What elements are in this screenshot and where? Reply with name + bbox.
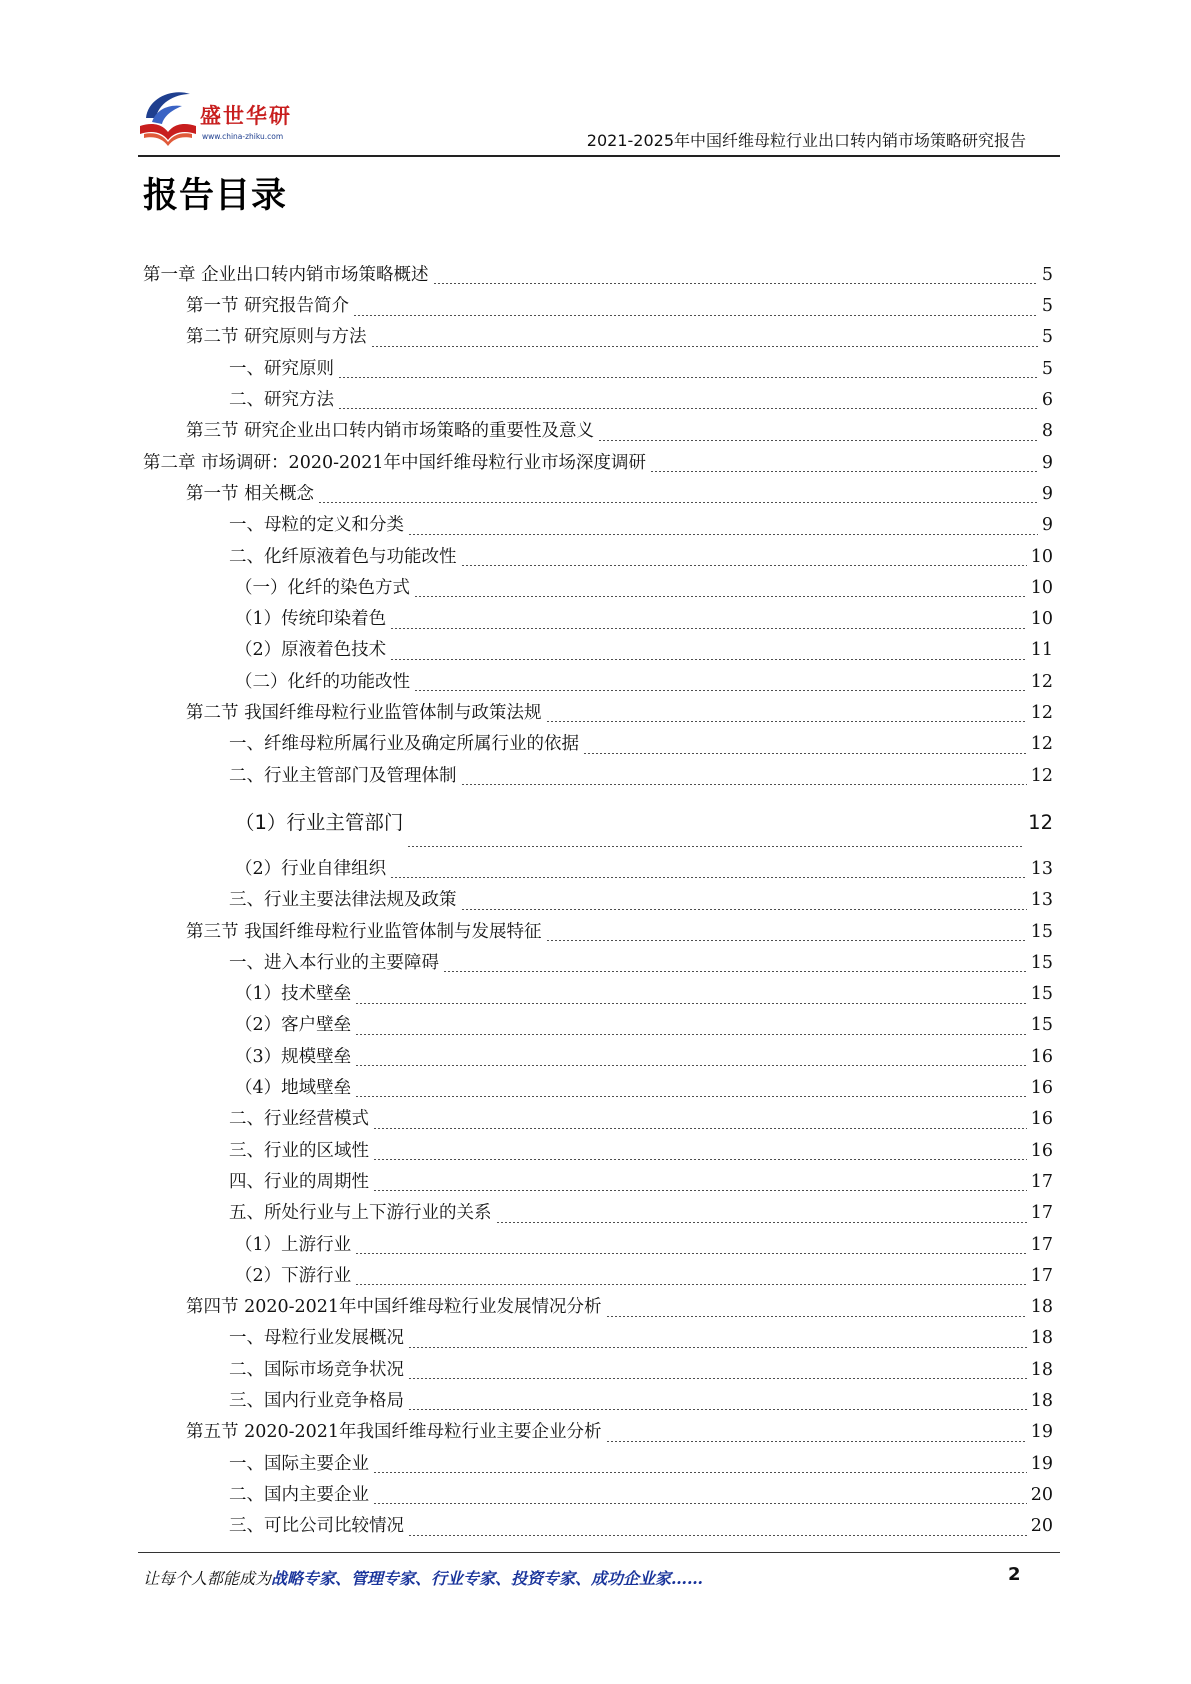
toc-dot-leader [598,440,1038,441]
toc-entry-title: 二、国际市场竞争状况 [229,1359,404,1380]
toc-entry-page: 15 [1030,952,1053,973]
toc-entry-page: 15 [1030,1015,1053,1036]
toc-entry-page: 17 [1030,1234,1053,1255]
toc-entry[interactable] [143,604,1053,635]
toc-entry-page: 20 [1030,1516,1053,1537]
toc-entry-page: 19 [1030,1453,1053,1474]
toc-entry-page: 5 [1041,358,1053,379]
toc-dot-leader [407,846,1024,847]
toc-entry[interactable] [143,885,1053,916]
toc-dot-leader [408,1535,1027,1536]
toc-entry[interactable] [143,573,1053,604]
toc-entry-title: 三、行业主要法律法规及政策 [229,890,457,911]
toc-dot-leader [496,1222,1027,1223]
toc-dot-leader [546,721,1027,722]
toc-entry-title: （二）化纤的功能改性 [235,671,410,692]
toc-entry-title: 第二节 研究原则与方法 [186,327,367,348]
table-of-contents [143,260,1053,1543]
toc-dot-leader [433,283,1038,284]
toc-entry-page: 18 [1030,1359,1053,1380]
toc-dot-leader [355,1096,1027,1097]
toc-entry[interactable] [143,542,1053,573]
toc-entry[interactable] [143,1355,1053,1386]
toc-entry-title: 第三节 我国纤维母粒行业监管体制与发展特征 [186,921,542,942]
toc-entry[interactable] [143,1042,1053,1073]
toc-entry[interactable] [143,792,1053,854]
toc-entry-title: （4）地域壁垒 [235,1078,352,1099]
page-number: 2 [1008,1564,1021,1585]
toc-dot-leader [355,1253,1027,1254]
toc-dot-leader [546,940,1027,941]
toc-dot-leader [408,534,1038,535]
toc-entry[interactable] [143,479,1053,510]
toc-dot-leader [373,1503,1027,1504]
toc-entry[interactable] [143,761,1053,792]
toc-dot-leader [408,1347,1027,1348]
toc-entry[interactable] [143,1324,1053,1355]
toc-dot-leader [338,408,1038,409]
toc-dot-leader [373,1190,1027,1191]
toc-entry-page: 18 [1030,1328,1053,1349]
toc-entry-page: 10 [1030,577,1053,598]
toc-entry-title: 二、化纤原液着色与功能改性 [229,546,457,567]
toc-dot-leader [461,565,1027,566]
toc-entry-title: （1）技术壁垒 [235,984,352,1005]
toc-entry-page: 16 [1030,1078,1053,1099]
toc-entry[interactable] [143,291,1053,322]
toc-entry-page: 12 [1030,703,1053,724]
toc-dot-leader [338,377,1038,378]
toc-entry-page: 9 [1041,483,1053,504]
toc-entry-page: 5 [1041,327,1053,348]
toc-dot-leader [414,596,1027,597]
toc-entry[interactable] [143,729,1053,760]
slogan-suffix: …… [671,1569,704,1588]
toc-entry-title: （一）化纤的染色方式 [235,577,410,598]
toc-dot-leader [583,753,1027,754]
toc-entry-title: 一、母粒的定义和分类 [229,515,404,536]
toc-entry-page: 11 [1030,640,1053,661]
header-divider [138,155,1060,157]
toc-entry-title: 第五节 2020-2021年我国纤维母粒行业主要企业分析 [186,1422,602,1443]
toc-dot-leader [373,1159,1027,1160]
brand-name: 盛世华研 [200,104,292,128]
toc-dot-leader [355,1065,1027,1066]
book-swoosh-logo-icon [138,84,198,150]
toc-entry-page: 5 [1041,264,1053,285]
toc-entry[interactable] [143,1104,1053,1135]
toc-entry-page: 13 [1030,890,1053,911]
toc-entry-title: 四、行业的周期性 [229,1171,369,1192]
toc-dot-leader [390,628,1027,629]
report-title: 2021-2025年中国纤维母粒行业出口转内销市场策略研究报告 [586,131,1026,150]
toc-entry-title: （2）下游行业 [235,1265,352,1286]
brand-logo [138,84,313,150]
toc-entry-page: 9 [1041,515,1053,536]
toc-entry-title: （2）客户壁垒 [235,1015,352,1036]
toc-dot-leader [355,1003,1027,1004]
toc-entry-title: （2）行业自律组织 [235,858,387,879]
toc-entry-title: 一、进入本行业的主要障碍 [229,952,439,973]
toc-entry-title: （2）原液着色技术 [235,640,387,661]
toc-entry[interactable] [143,416,1053,447]
toc-dot-leader [390,877,1027,878]
toc-dot-leader [414,690,1027,691]
toc-entry[interactable] [143,979,1053,1010]
toc-dot-leader [461,784,1027,785]
toc-entry-title: 三、可比公司比较情况 [229,1516,404,1537]
toc-entry-title: 二、国内主要企业 [229,1484,369,1505]
toc-entry-page: 17 [1030,1265,1053,1286]
toc-entry[interactable] [143,698,1053,729]
toc-entry-page: 16 [1030,1046,1053,1067]
slogan-prefix: 让每个人都能成为 [143,1569,272,1588]
toc-entry[interactable] [143,448,1053,479]
toc-entry[interactable] [143,1011,1053,1042]
toc-entry-page: 19 [1030,1422,1053,1443]
toc-entry-title: 第一节 研究报告简介 [186,296,350,317]
toc-entry-title: 第二章 市场调研：2020-2021年中国纤维母粒行业市场深度调研 [143,452,647,473]
toc-entry-title: 第四节 2020-2021年中国纤维母粒行业发展情况分析 [186,1297,602,1318]
toc-entry-page: 18 [1030,1297,1053,1318]
toc-entry-title: 第一章 企业出口转内销市场策略概述 [143,264,429,285]
toc-dot-leader [461,909,1027,910]
toc-entry[interactable] [143,854,1053,885]
toc-dot-leader [408,1409,1027,1410]
toc-dot-leader [443,971,1027,972]
toc-entry[interactable] [143,1136,1053,1167]
toc-entry-page: 15 [1030,921,1053,942]
toc-dot-leader [373,1128,1027,1129]
toc-entry-title: （1）行业主管部门 [235,811,404,835]
toc-entry-title: 二、行业经营模式 [229,1109,369,1130]
toc-entry[interactable] [143,1449,1053,1480]
toc-entry-page: 10 [1030,609,1053,630]
toc-entry-page: 20 [1030,1484,1053,1505]
toc-entry[interactable] [143,1230,1053,1261]
toc-entry-title: 二、研究方法 [229,390,334,411]
toc-entry-page: 12 [1030,671,1053,692]
toc-dot-leader [318,502,1038,503]
toc-entry[interactable] [143,636,1053,667]
toc-entry-page: 12 [1030,765,1053,786]
toc-entry-page: 17 [1030,1171,1053,1192]
toc-entry-page: 13 [1030,858,1053,879]
toc-dot-leader [373,1472,1027,1473]
toc-dot-leader [355,1284,1027,1285]
toc-entry[interactable] [143,354,1053,385]
toc-entry[interactable] [143,1198,1053,1229]
toc-entry-title: （3）规模壁垒 [235,1046,352,1067]
toc-entry-title: 一、母粒行业发展概况 [229,1328,404,1349]
toc-entry[interactable] [143,667,1053,698]
toc-entry[interactable] [143,323,1053,354]
toc-entry[interactable] [143,1167,1053,1198]
toc-entry-page: 12 [1028,811,1053,835]
toc-entry-title: 二、行业主管部门及管理体制 [229,765,457,786]
toc-entry-title: 三、行业的区域性 [229,1140,369,1161]
toc-entry-page: 10 [1030,546,1053,567]
toc-entry-page: 15 [1030,984,1053,1005]
toc-entry-page: 5 [1041,296,1053,317]
toc-entry-page: 9 [1041,452,1053,473]
page-title: 报告目录 [143,176,288,216]
toc-entry-page: 18 [1030,1390,1053,1411]
toc-entry[interactable] [143,260,1053,291]
toc-dot-leader [371,346,1038,347]
brand-url: www.china-zhiku.com [202,132,284,141]
toc-dot-leader [606,1316,1027,1317]
toc-entry-title: （1）上游行业 [235,1234,352,1255]
toc-dot-leader [355,1034,1027,1035]
footer-divider [138,1552,1060,1553]
toc-entry-title: 一、纤维母粒所属行业及确定所属行业的依据 [229,734,579,755]
toc-entry-title: 三、国内行业竞争格局 [229,1390,404,1411]
toc-entry-page: 12 [1030,734,1053,755]
toc-entry-title: 第二节 我国纤维母粒行业监管体制与政策法规 [186,703,542,724]
toc-entry-page: 17 [1030,1203,1053,1224]
toc-entry[interactable] [143,385,1053,416]
toc-entry-title: （1）传统印染着色 [235,609,387,630]
toc-entry[interactable] [143,1417,1053,1448]
toc-entry[interactable] [143,510,1053,541]
toc-entry-page: 16 [1030,1140,1053,1161]
toc-entry-title: 第一节 相关概念 [186,483,315,504]
toc-entry-title: 第三节 研究企业出口转内销市场策略的重要性及意义 [186,421,595,442]
toc-entry[interactable] [143,1261,1053,1292]
toc-entry[interactable] [143,1511,1053,1542]
toc-entry-title: 一、国际主要企业 [229,1453,369,1474]
footer-slogan [143,1566,703,1589]
slogan-highlight: 战略专家、管理专家、行业专家、投资专家、成功企业家 [271,1569,672,1588]
toc-entry[interactable] [143,1480,1053,1511]
toc-dot-leader [390,659,1027,660]
toc-entry-title: 五、所处行业与上下游行业的关系 [229,1203,492,1224]
toc-dot-leader [650,471,1038,472]
toc-entry-page: 16 [1030,1109,1053,1130]
toc-dot-leader [408,1378,1027,1379]
toc-entry[interactable] [143,917,1053,948]
toc-entry[interactable] [143,948,1053,979]
toc-entry-page: 8 [1041,421,1053,442]
toc-entry[interactable] [143,1386,1053,1417]
toc-entry-title: 一、研究原则 [229,358,334,379]
toc-entry[interactable] [143,1292,1053,1323]
toc-entry[interactable] [143,1073,1053,1104]
toc-dot-leader [606,1441,1027,1442]
toc-entry-page: 6 [1041,390,1053,411]
toc-dot-leader [353,315,1038,316]
